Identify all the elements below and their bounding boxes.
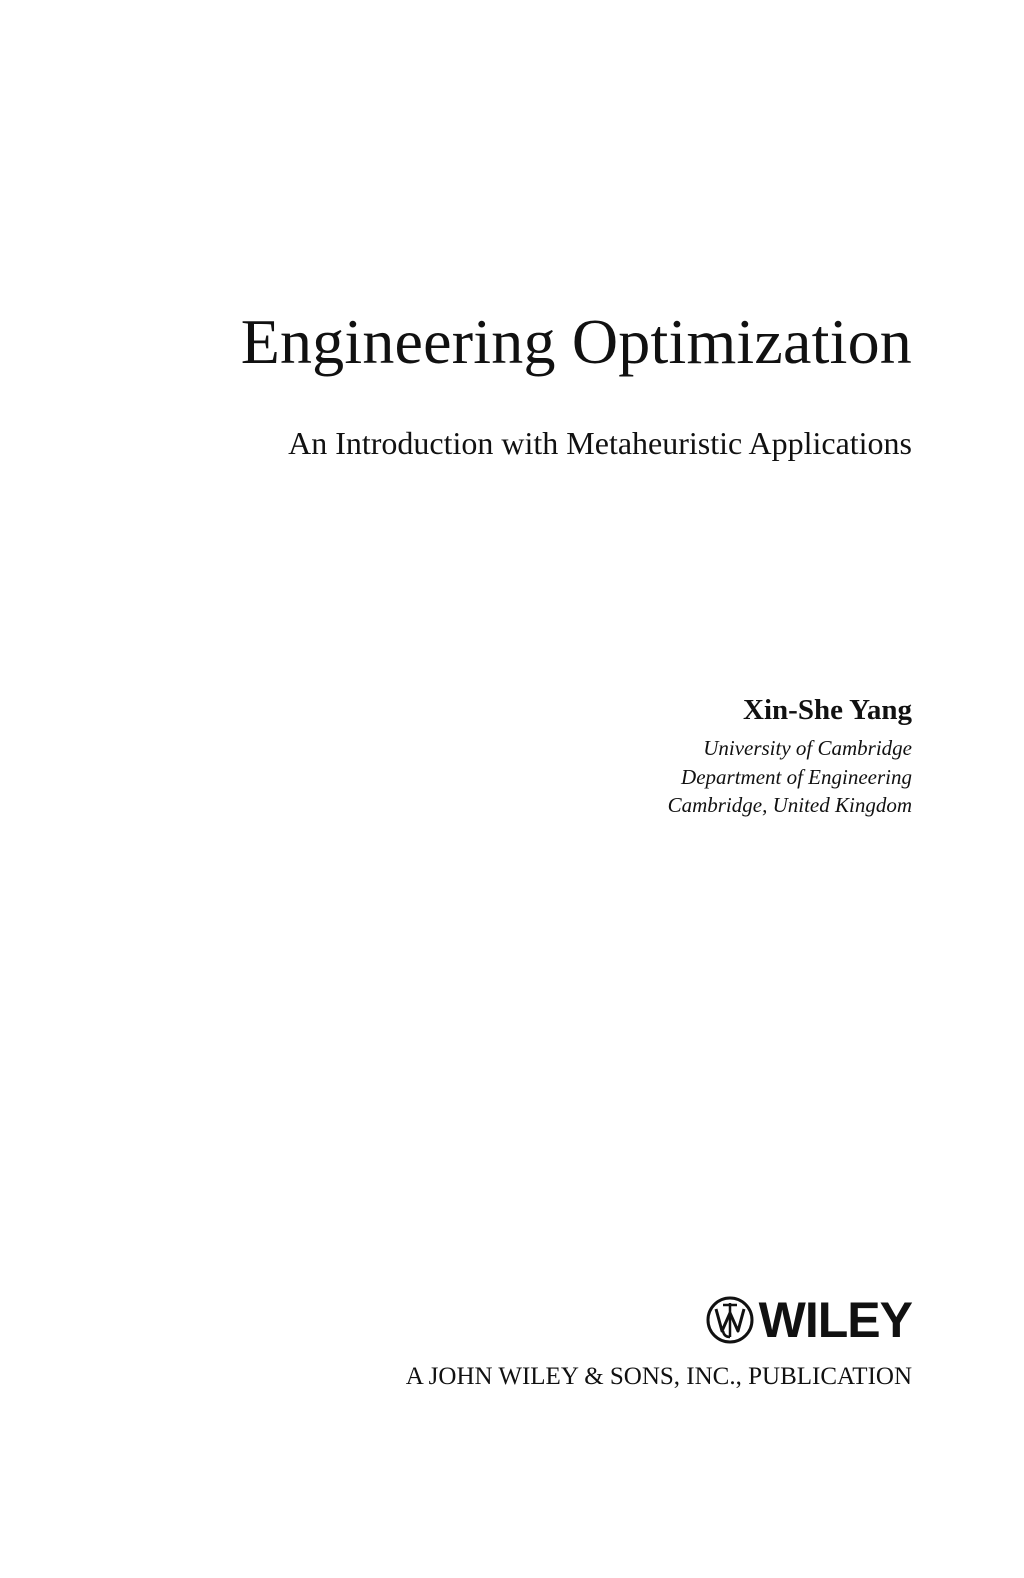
publisher-logo — [705, 1290, 912, 1350]
author-affiliation-location: Cambridge, United Kingdom — [667, 793, 912, 817]
author-affiliation-department: Department of Engineering — [681, 765, 912, 789]
publisher-imprint: A JOHN WILEY & SONS, INC., PUBLICATION — [405, 1363, 912, 1390]
book-title: Engineering Optimization — [240, 306, 912, 377]
book-subtitle: An Introduction with Metaheuristic Applications — [288, 425, 912, 461]
wiley-seal-icon — [705, 1295, 755, 1345]
author-name: Xin-She Yang — [743, 694, 912, 726]
publisher-logo-text: WILEY — [758, 1292, 912, 1348]
author-affiliation-university: University of Cambridge — [703, 736, 912, 760]
